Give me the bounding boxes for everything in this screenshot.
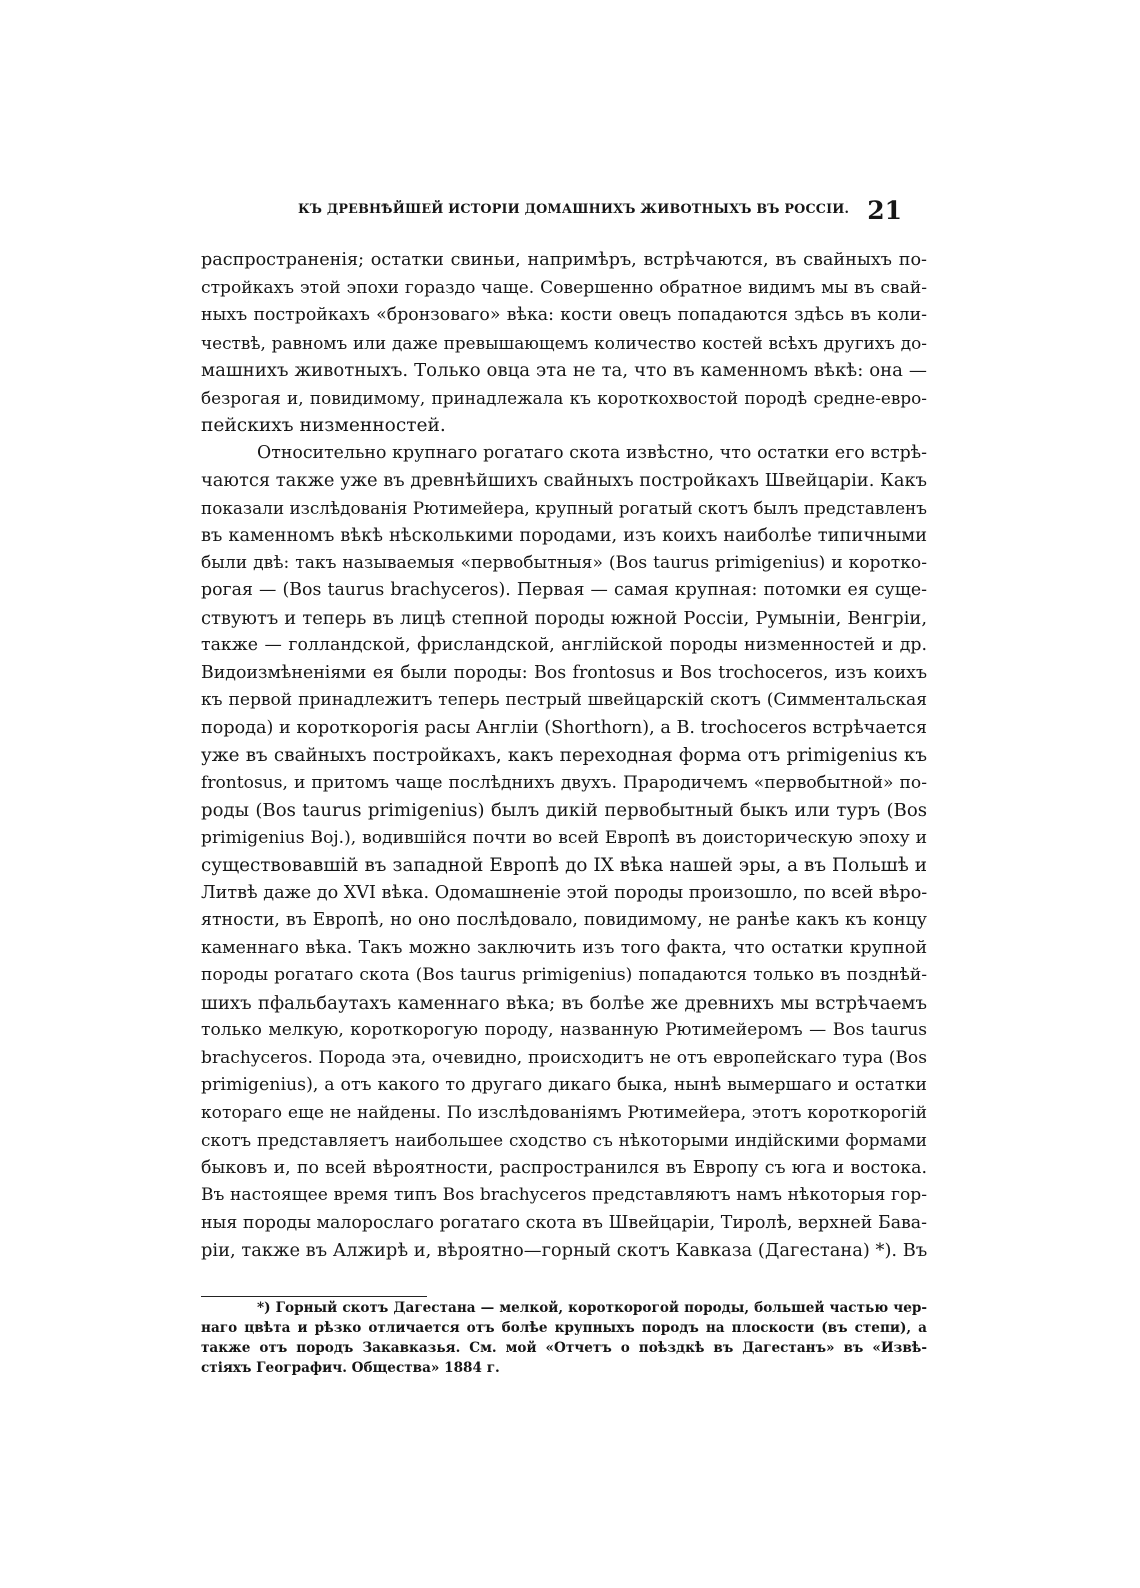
- text-line: Видоизмѣненіями ея были породы: Bos frontosus и Bos trochoceros, изъ коихъ: [201, 662, 927, 683]
- text-line: стройкахъ этой эпохи гораздо чаще. Совершенно обратное видимъ мы въ свай-: [201, 277, 927, 298]
- text-line: къ первой принадлежитъ теперь пестрый швейцарскій скотъ (Симментальская: [201, 690, 927, 710]
- text-line: ріи, также въ Алжирѣ и, вѣроятно—горный скотъ Кавказа (Дагестана) *). Въ: [201, 1240, 928, 1261]
- text-line: скотъ представляетъ наибольшее сходство съ нѣкоторыми индійскими формами: [201, 1130, 927, 1150]
- text-line: brachyceros. Порода эта, очевидно, происходитъ не отъ европейскаго тура (Bos: [201, 1047, 927, 1068]
- running-header: [298, 196, 910, 230]
- page-number: 21: [867, 196, 902, 225]
- text-line: Литвѣ даже до XVI вѣка. Одомашненіе этой породы произошло, по всей вѣро-: [201, 882, 928, 903]
- body-text: [201, 247, 927, 1265]
- footnote: [201, 1298, 927, 1378]
- footnote-line: также отъ породъ Закавказья. См. мой «Отчетъ о поѣздкѣ въ Дагестанъ» въ «Извѣ-: [201, 1340, 927, 1356]
- text-line: котораго еще не найдены. По изслѣдованіямъ Рютимейера, этотъ короткорогій: [201, 1102, 927, 1123]
- text-line: уже въ свайныхъ постройкахъ, какъ переходная форма отъ primigenius къ: [201, 745, 927, 766]
- text-line: чаются также уже въ древнѣйшихъ свайныхъ постройкахъ Швейцаріи. Какъ: [201, 470, 927, 491]
- footnote-line: *) Горный скотъ Дагестана — мелкой, короткорогой породы, большей частью чер-: [257, 1300, 927, 1316]
- text-line: ятности, въ Европѣ, но оно послѣдовало, повидимому, не ранѣе какъ къ концу: [201, 910, 927, 930]
- text-line: распространенія; остатки свиньи, напримѣръ, встрѣчаются, въ свайныхъ по-: [201, 250, 927, 270]
- text-line: рогая — (Bos taurus brachyceros). Первая — самая крупная: потомки ея суще-: [201, 580, 927, 600]
- text-line: были двѣ: такъ называемыя «первобытныя» (Bos taurus primigenius) и коротко-: [201, 552, 927, 573]
- text-line: Въ настоящее время типъ Bos brachyceros представляютъ намъ нѣкоторыя гор-: [201, 1185, 927, 1205]
- text-line: породы рогатаго скота (Bos taurus primigenius) попадаются только въ позднѣй-: [201, 965, 927, 985]
- text-line: существовавшій въ западной Европѣ до IX вѣка нашей эры, а въ Польшѣ и: [201, 855, 927, 876]
- footnote-line: стіяхъ Географич. Общества» 1884 г.: [201, 1360, 500, 1376]
- text-line: frontosus, и притомъ чаще послѣднихъ двухъ. Прародичемъ «первобытной» по-: [201, 772, 927, 793]
- text-line: ныхъ постройкахъ «бронзоваго» вѣка: кости овецъ попадаются здѣсь въ коли-: [201, 305, 927, 325]
- text-line: показали изслѣдованія Рютимейера, крупный рогатый скотъ былъ представленъ: [201, 497, 927, 518]
- running-title: КЪ ДРЕВНѢЙШЕЙ ИСТОРІИ ДОМАШНИХЪ ЖИВОТНЫХЪ ВЪ РОССІИ.: [298, 202, 850, 217]
- paragraph-first-line: Относительно крупнаго рогатаго скота извѣстно, что остатки его встрѣ-: [257, 442, 927, 463]
- text-line: ныя породы малорослаго рогатаго скота въ Швейцаріи, Тиролѣ, верхней Бава-: [201, 1212, 927, 1233]
- text-line: также — голландской, фрисландской, англійской породы низменностей и др.: [201, 635, 927, 655]
- text-line: primigenius Boj.), водившійся почти во всей Европѣ въ доисторическую эпоху и: [201, 827, 927, 848]
- footnote-divider: [201, 1296, 427, 1297]
- text-line: чествѣ, равномъ или даже превышающемъ количество костей всѣхъ другихъ до-: [201, 332, 927, 353]
- text-line: въ каменномъ вѣкѣ нѣсколькими породами, изъ коихъ наиболѣе типичными: [201, 525, 927, 546]
- text-line: каменнаго вѣка. Такъ можно заключить изъ того факта, что остатки крупной: [201, 937, 927, 958]
- text-line: безрогая и, повидимому, принадлежала къ короткохвостой породѣ средне-евро-: [201, 387, 927, 408]
- text-line: пейскихъ низменностей.: [201, 415, 446, 436]
- text-line: шихъ пфальбаутахъ каменнаго вѣка; въ болѣе же древнихъ мы встрѣчаемъ: [201, 992, 927, 1014]
- text-line: быковъ и, по всей вѣроятности, распространился въ Европу съ юга и востока.: [201, 1157, 927, 1178]
- footnote-line: наго цвѣта и рѣзко отличается отъ болѣе крупныхъ породъ на плоскости (въ степи), а: [201, 1320, 927, 1336]
- text-line: машнихъ животныхъ. Только овца эта не та, что въ каменномъ вѣкѣ: она —: [201, 360, 927, 381]
- text-line: ствуютъ и теперь въ лицѣ степной породы южной Россіи, Румыніи, Венгріи,: [201, 607, 927, 629]
- text-line: порода) и короткорогія расы Англіи (Shorthorn), а B. trochoceros встрѣчается: [201, 717, 927, 738]
- text-line: primigenius), а отъ какого то другаго дикаго быка, нынѣ вымершаго и остатки: [201, 1075, 927, 1095]
- text-line: только мелкую, короткорогую породу, названную Рютимейеромъ — Bos taurus: [201, 1020, 927, 1040]
- text-line: роды (Bos taurus primigenius) былъ дикій первобытный быкъ или туръ (Bos: [201, 800, 927, 821]
